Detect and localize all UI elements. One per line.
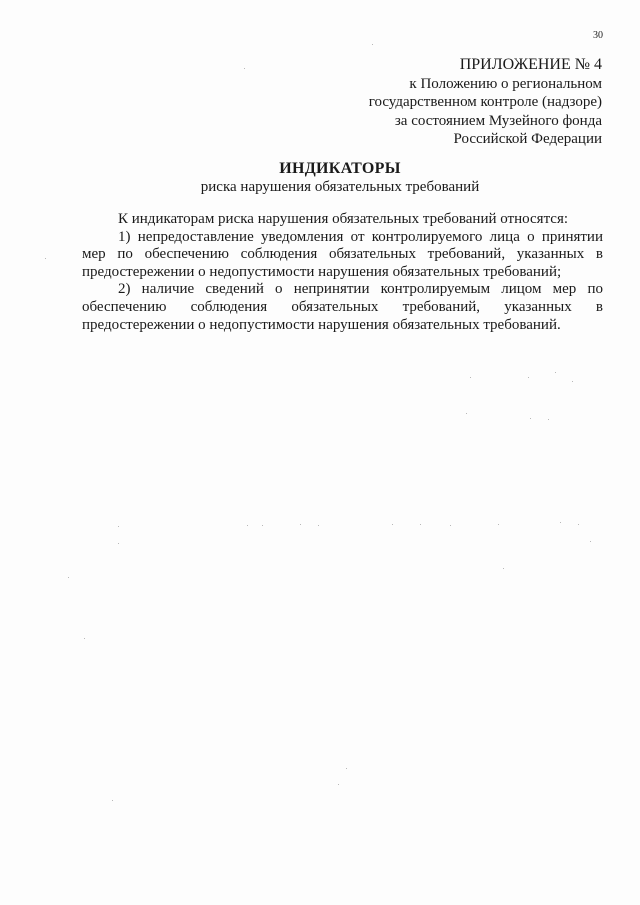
list-item-2: 2) наличие сведений о непринятии контролируемым лицом мер по обеспечению соблюдения обязательных требований, указанных в предостережении о недопустимости нарушения обязательных требований. [82,281,603,333]
appendix-line: за состоянием Музейного фонда [394,112,602,129]
scan-speck [528,377,529,378]
scan-speck [555,372,556,373]
appendix-line: к Положению о региональном [409,76,602,92]
scan-speck [318,525,319,526]
scan-speck [118,543,119,544]
scan-speck [578,524,579,525]
scan-speck [530,418,531,419]
scan-speck [346,768,347,769]
scan-speck [112,800,113,801]
list-item-1: 1) непредоставление уведомления от контролируемого лица о принятии мер по обеспечению соблюдения обязательных требований, указанных в предостережении о недопустимости нарушения обязательных требований; [82,228,603,280]
scan-speck [372,44,373,45]
scan-speck [470,377,471,378]
scan-speck [420,524,421,525]
scan-speck [466,413,467,414]
appendix-block [282,55,602,149]
document-body [82,211,603,334]
document-title: ИНДИКАТОРЫ [279,160,401,177]
scan-speck [392,524,393,525]
scan-speck [45,258,46,259]
scan-speck [118,526,119,527]
scan-speck [247,525,248,526]
scan-speck [244,68,245,69]
document-subtitle: риска нарушения обязательных требований [200,179,480,195]
appendix-title: ПРИЛОЖЕНИЕ № 4 [459,56,602,73]
scan-speck [300,524,301,525]
scan-speck [68,577,69,578]
scan-speck [84,638,85,639]
appendix-line: государственном контроле (надзоре) [368,94,602,111]
intro-paragraph: К индикаторам риска нарушения обязательных требований относятся: [118,211,569,227]
scan-speck [590,541,591,542]
scan-speck [498,524,499,525]
scan-speck [560,522,561,523]
page-number: 30 [593,30,603,41]
scan-speck [338,784,339,785]
scan-speck [572,381,573,382]
scan-speck [503,568,504,569]
scan-speck [548,419,549,420]
appendix-line: Российской Федерации [453,131,602,148]
document-heading [0,159,640,197]
scan-speck [262,525,263,526]
scan-speck [450,525,451,526]
